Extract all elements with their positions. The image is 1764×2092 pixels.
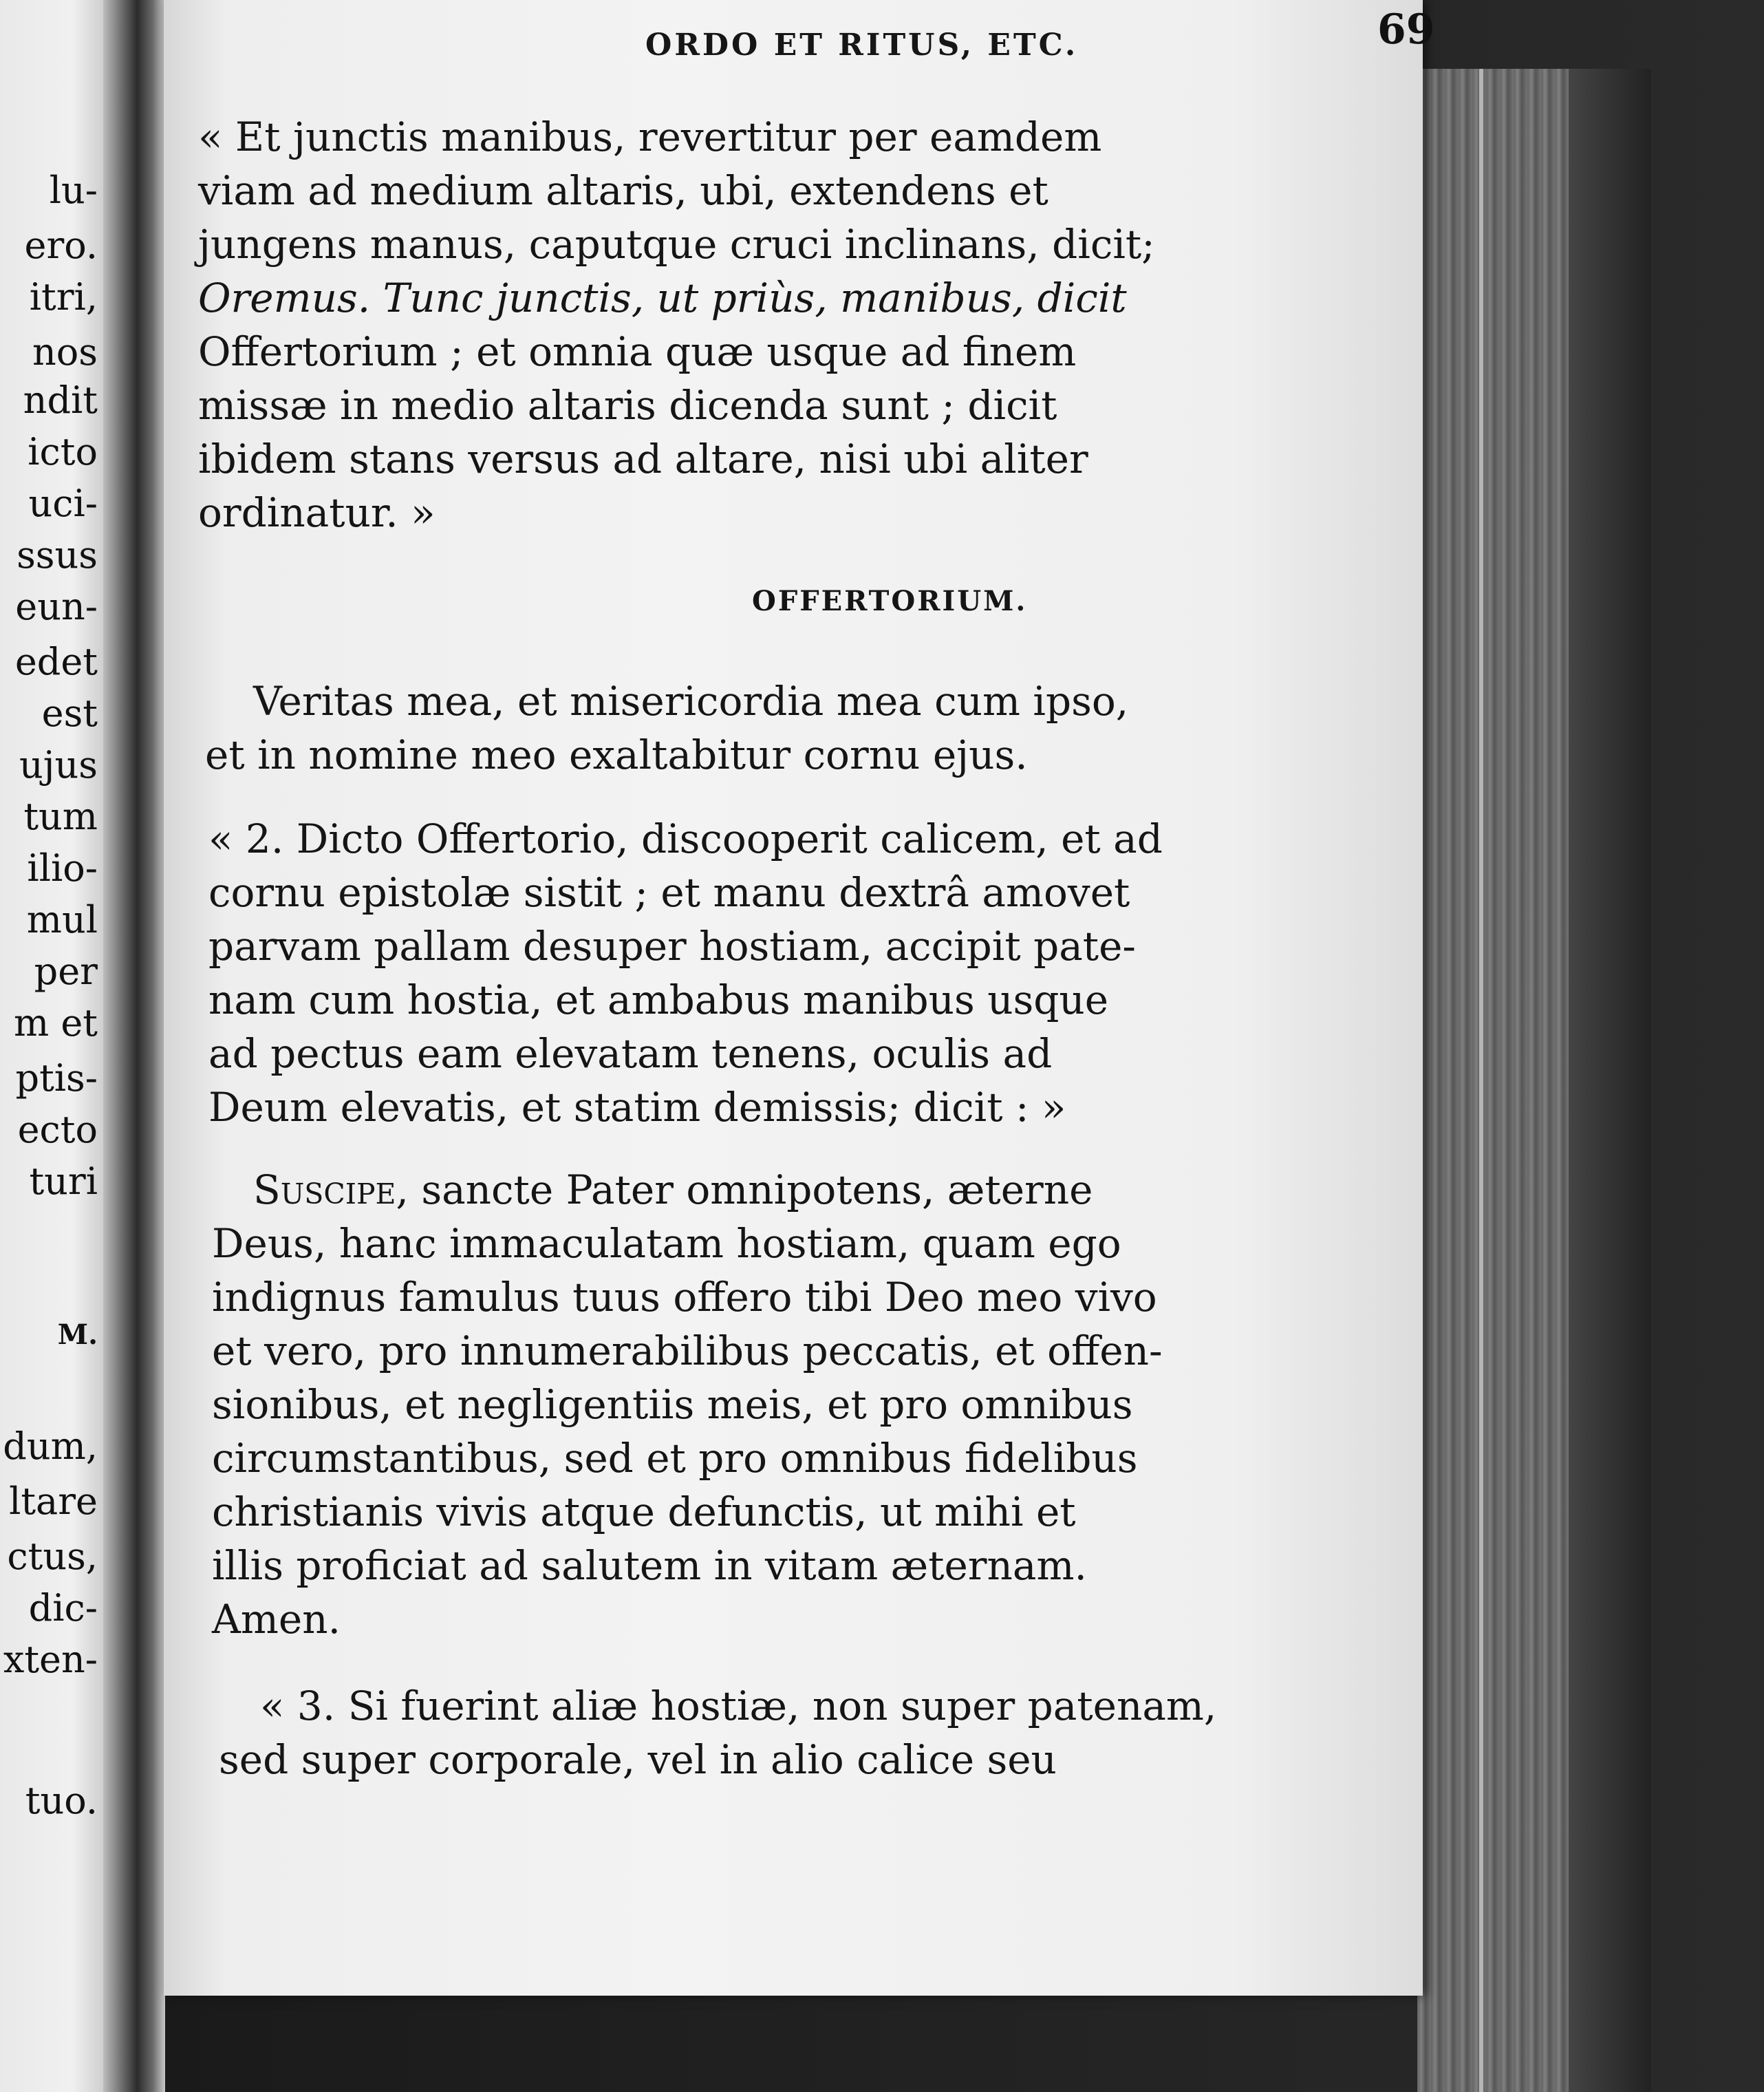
left-facing-page (0, 0, 103, 2092)
left-page-text-fragment: dum, (3, 1424, 98, 1468)
left-page-text-fragment: ecto (17, 1108, 98, 1151)
text-line: Veritas mea, et misericordia mea cum ipso, (253, 678, 1129, 725)
book-page (164, 0, 1435, 1996)
left-page-text-fragment: eun- (15, 585, 98, 628)
text-line: ad pectus eam elevatam tenens, oculis ad (208, 1030, 1053, 1077)
left-page-text-fragment: turi (29, 1160, 98, 1203)
left-page-text-fragment: ndit (23, 378, 98, 422)
left-page-text-fragment: ilio- (27, 846, 98, 890)
text-line: et vero, pro innumerabilibus peccatis, et offen- (212, 1327, 1163, 1374)
left-page-text-fragment: ero. (24, 224, 98, 267)
left-page-text-fragment: ptis- (15, 1056, 98, 1100)
offertorium-text (205, 674, 1320, 782)
left-page-text-fragment: ltare (9, 1480, 98, 1523)
page-edge-line (1479, 69, 1483, 2092)
left-page-text-fragment: mul (26, 898, 98, 941)
left-page-text-fragment: lu- (49, 169, 98, 212)
left-page-text-fragment: uci- (28, 482, 98, 525)
text-line (212, 1163, 1326, 1217)
left-page-text-fragment: ssus (17, 533, 98, 577)
text-line: « 2. Dicto Offertorio, discooperit calicem, et ad (208, 815, 1163, 862)
left-page-text-fragment: dic- (28, 1586, 98, 1630)
text-line: ibidem stans versus ad altare, nisi ubi aliter (198, 436, 1088, 482)
left-page-text-fragment: tuo. (25, 1779, 98, 1822)
left-page-text-fragment: per (34, 950, 98, 993)
left-page-text-fragment: ujus (19, 743, 98, 787)
text-line: sionibus, et negligentiis meis, et pro omnibus (212, 1381, 1133, 1428)
rubric-paragraph-1 (198, 110, 1313, 540)
page-number: 69 (1377, 6, 1435, 54)
left-page-text-fragment: icto (28, 430, 98, 473)
book-gutter (103, 0, 165, 2092)
text-line: « 3. Si fuerint aliæ hostiæ, non super patenam, (260, 1683, 1217, 1729)
left-page-text-fragment: M. (57, 1319, 98, 1351)
text-line: christianis vivis atque defunctis, ut mihi et (212, 1488, 1076, 1535)
text-line: viam ad medium altaris, ubi, extendens et (198, 167, 1048, 214)
text-line: Deus, hanc immaculatam hostiam, quam ego (212, 1220, 1121, 1267)
running-head: ORDO ET RITUS, ETC. (645, 28, 1079, 63)
left-page-text-fragment: est (41, 692, 98, 735)
left-page-text-fragment: ctus, (7, 1535, 98, 1578)
left-page-text-fragment: xten- (3, 1638, 98, 1681)
left-page-text-fragment: m et (13, 1001, 98, 1045)
rubric-paragraph-3 (219, 1679, 1333, 1786)
text-line: Offertorium ; et omnia quæ usque ad finem (198, 328, 1077, 375)
text-line: Deum elevatis, et statim demissis; dicit : » (208, 1084, 1066, 1131)
text-line: illis proficiat ad salutem in vitam æternam. (212, 1542, 1087, 1589)
text-line: et in nomine meo exaltabitur cornu ejus. (205, 732, 1028, 778)
prayer-initial-word: Suscipe, (253, 1166, 409, 1213)
left-page-text-fragment: itri, (29, 275, 98, 319)
text-line: Amen. (212, 1596, 341, 1643)
section-heading-offertorium: OFFERTORIUM. (752, 585, 1028, 617)
suscipe-prayer (212, 1163, 1326, 1646)
left-page-text-fragment: tum (23, 795, 98, 838)
text-line: parvam pallam desuper hostiam, accipit pate- (208, 923, 1137, 970)
text-line: indignus famulus tuus offero tibi Deo meo vivo (212, 1274, 1157, 1321)
text-line: ordinatur. » (198, 489, 435, 536)
rubric-paragraph-2 (208, 812, 1323, 1134)
left-page-text-fragment: edet (14, 640, 98, 683)
text-line: missæ in medio altaris dicenda sunt ; dicit (198, 382, 1057, 429)
text-line: circumstantibus, sed et pro omnibus fidelibus (212, 1435, 1138, 1482)
book-cover-edge (1569, 69, 1651, 2092)
text-line: cornu epistolæ sistit ; et manu dextrâ amovet (208, 869, 1130, 916)
text-line: jungens manus, caputque cruci inclinans, dicit; (198, 221, 1155, 268)
text-line: Oremus. Tunc junctis, ut priùs, manibus, dicit (198, 275, 1127, 321)
text-line: nam cum hostia, et ambabus manibus usque (208, 976, 1109, 1023)
text-line: sed super corporale, vel in alio calice seu (219, 1736, 1057, 1783)
text-fragment: sancte Pater omnipotens, æterne (408, 1166, 1093, 1213)
text-line: « Et junctis manibus, revertitur per eamdem (198, 114, 1102, 160)
left-page-text-fragment: nos (32, 330, 98, 374)
